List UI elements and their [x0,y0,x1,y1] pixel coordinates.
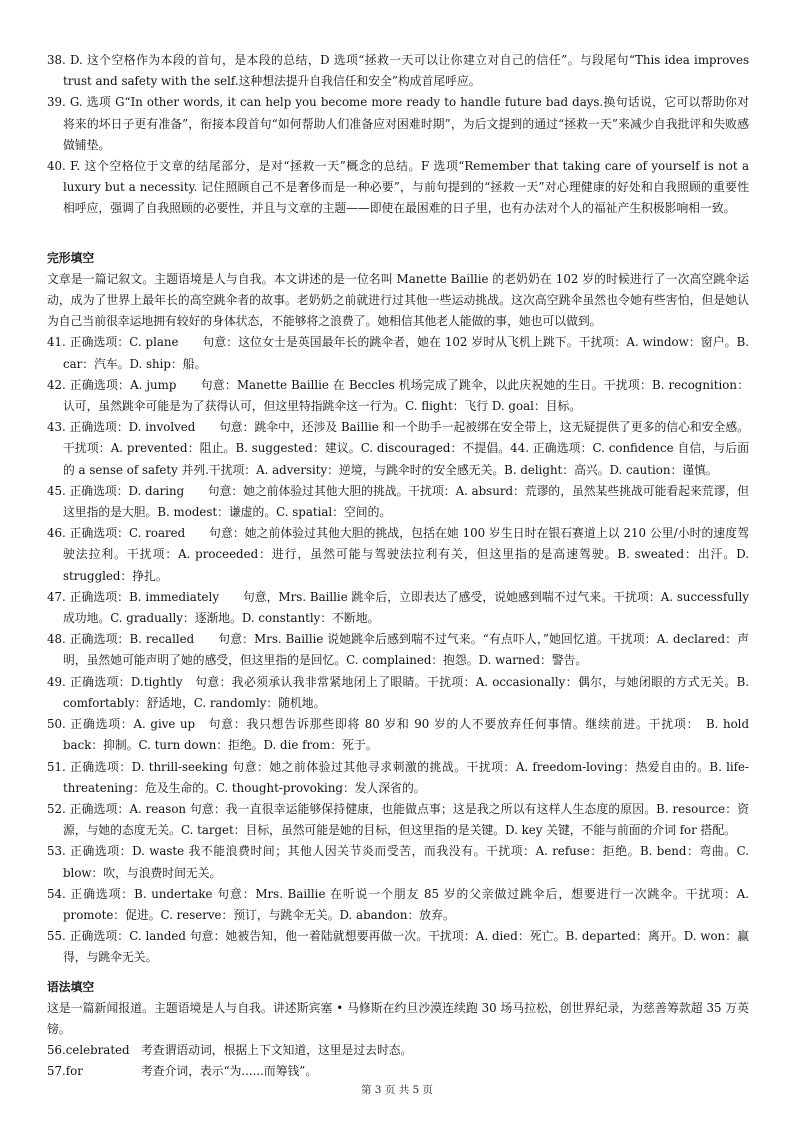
answer-40: 40. F. 这个空格位于文章的结尾部分，是对“拯救一天”概念的总结。F 选项“Remember that taking care of yourself is not a luxury but a necessity. 记住照顾自己不是奢侈而是一种必要”，与前句提到的“拯救一天”对心理健康的好处和自我照顾的重要性相呼应，强调了自我照顾的必要性，并且与文章的主题——即使在最困难的日子里，也有办法对个人的福祉产生积极影响相一致。 [47,159,749,216]
answer-55: 55. 正确选项：C. landed 句意：她被告知，他一着陆就想要再做一次。干扰项：A. died：死亡。B. departed：离开。D. won：赢得，与跳伞无关。 [47,929,749,965]
answer-49: 49. 正确选项：D.tightly 句意：我必须承认我非常紧地闭上了眼睛。干扰项：A. occasionally：偶尔，与她闭眼的方式无关。B. comfortably：舒适地，C. randomly：随机地。 [47,674,749,710]
cloze-answer-list [47,332,749,968]
answer-43-44: 43. 正确选项：D. involved 句意：跳伞中，还涉及 Baillie 和一个助手一起被绑在安全带上，这无疑提供了更多的信心和安全感。干扰项：A. prevented：阻止。B. suggested：建议。C. discouraged：不提倡。44. 正确选项：C. confidence 自信，与后面的 a sense of safety 并列.干扰项：A. adversity：逆境，与跳伞时的安全感无关。B. delight：高兴。D. caution：谨慎。 [47,420,749,477]
answer-51: 51. 正确选项：D. thrill-seeking 句意：她之前体验过其他寻求刺激的挑战。干扰项：A. freedom-loving：热爱自由的。B. life-threatening：危及生命的。C. thought-provoking：发人深省的。 [47,759,749,795]
grammar-intro: 这是一篇新闻报道。主题语境是人与自我。讲述斯宾塞 • 马修斯在约旦沙漠连续跑 30 场马拉松，创世界纪录，为慈善筹款超 35 万英镑。 [47,1000,749,1036]
answer-46: 46. 正确选项：C. roared 句意：她之前体验过其他大胆的挑战，包括在她 100 岁生日时在银石赛道上以 210 公里/小时的速度驾驶法拉利。干扰项：A. proceeded：进行，虽然可能与驾驶法拉利有关，但这里指的是高速驾驶。B. sweated：出汗。D. struggled：挣扎。 [47,526,749,583]
answer-48: 48. 正确选项：B. recalled 句意：Mrs. Baillie 说她跳伞后感到喘不过气来。“有点吓人，”她回忆道。干扰项：A. declared：声明，虽然她可能声明了她的感受，但这里指的是回忆。C. complained：抱怨。D. warned：警告。 [47,632,749,668]
cloze-intro: 文章是一篇记叙文。主题语境是人与自我。本文讲述的是一位名叫 Manette Baillie 的老奶奶在 102 岁的时候进行了一次高空跳伞运动，成为了世界上最年长的高空跳伞者的故事。老奶奶之前就进行过其他一些运动挑战。这次高空跳伞虽然也令她有些害怕，但是她认为自己当前很幸运地拥有较好的身体状态，不能够将之浪费了。她相信其他老人能做的事，她也可以做到。 [47,271,749,329]
grammar-answer-explanation: 考查介词，表示“为......而筹钱”。 [141,1064,318,1079]
answer-42: 42. 正确选项：A. jump 句意：Manette Baillie 在 Beccles 机场完成了跳伞，以此庆祝她的生日。干扰项：B. recognition：认可，虽然跳伞可能是为了获得认可，但这里特指跳伞这一行为。C. flight：飞行 D. goal：目标。 [47,377,749,414]
answer-50: 50. 正确选项：A. give up 句意：我只想告诉那些即将 80 岁和 90 岁的人不要放弃任何事情。继续前进。干扰项： B. hold back：抑制。C. turn down：拒绝。D. die from：死于。 [47,717,749,753]
grammar-answer-explanation: 考查谓语动词，根据上下文知道，这里是过去时态。 [141,1043,413,1058]
answer-47: 47. 正确选项：B. immediately 句意，Mrs. Baillie 跳伞后，立即表达了感受，说她感到喘不过气来。干扰项：A. successfully 成功地。C. gradually：逐渐地。D. constantly：不断地。 [47,589,749,626]
cloze-heading: 完形填空 [47,250,95,265]
answer-54: 54. 正确选项：B. undertake 句意：Mrs. Baillie 在听说一个朋友 85 岁的父亲做过跳伞后，想要进行一次跳伞。干扰项：A. promote：促进。C. reserve：预订，与跳伞无关。D. abandon：放弃。 [47,886,749,922]
grammar-row-57 [47,1061,749,1082]
answer-41: 41. 正确选项：C. plane 句意：这位女士是英国最年长的跳伞者，她在 102 岁时从飞机上跳下。干扰项：A. window：窗户。B. car：汽车。D. ship：船。 [47,335,749,371]
grammar-answer-number: 56.celebrated [47,1043,130,1058]
answer-38: 38. D. 这个空格作为本段的首句，是本段的总结，D 选项“拯救一天可以让你建立对自己的信任”。与段尾句“This idea improves trust and safety with the self.这种想法提升自我信任和安全”构成首尾呼应。 [47,53,749,89]
grammar-heading: 语法填空 [47,979,95,994]
grammar-answer-number: 57.for [47,1064,83,1079]
answer-45: 45. 正确选项：D. daring 句意：她之前体验过其他大胆的挑战。干扰项：A. absurd：荒谬的，虽然某些挑战可能看起来荒谬，但这里指的是大胆。B. modest：谦虚的。C. spatial：空间的。 [47,483,749,520]
answer-52: 52. 正确选项：A. reason 句意：我一直很幸运能够保持健康，也能做点事；这是我之所以有这样人生态度的原因。B. resource：资源，与她的态度无关。C. target：目标，虽然可能是她的目标，但这里指的是关键。D. key 关键，不能与前面的介词 for 搭配。 [47,801,749,838]
page-content [47,50,749,1083]
answer-53: 53. 正确选项：D. waste 我不能浪费时间；其他人因关节炎而受苦，而我没有。干扰项：A. refuse：拒绝。B. bend：弯曲。C. blow：吹，与浪费时间无关。 [47,844,749,880]
grammar-row-56 [47,1040,749,1061]
page-footer: 第 3 页 共 5 页 [360,1084,434,1096]
answer-39: 39. G. 选项 G“In other words, it can help you become more ready to handle future bad days.换句话说，它可以帮助你对将来的坏日子更有准备”，衔接本段首句“如何帮助人们准备应对困难时期”，为后文提到的通过“拯救一天”来减少自我批评和失败感做铺垫。 [47,95,749,152]
